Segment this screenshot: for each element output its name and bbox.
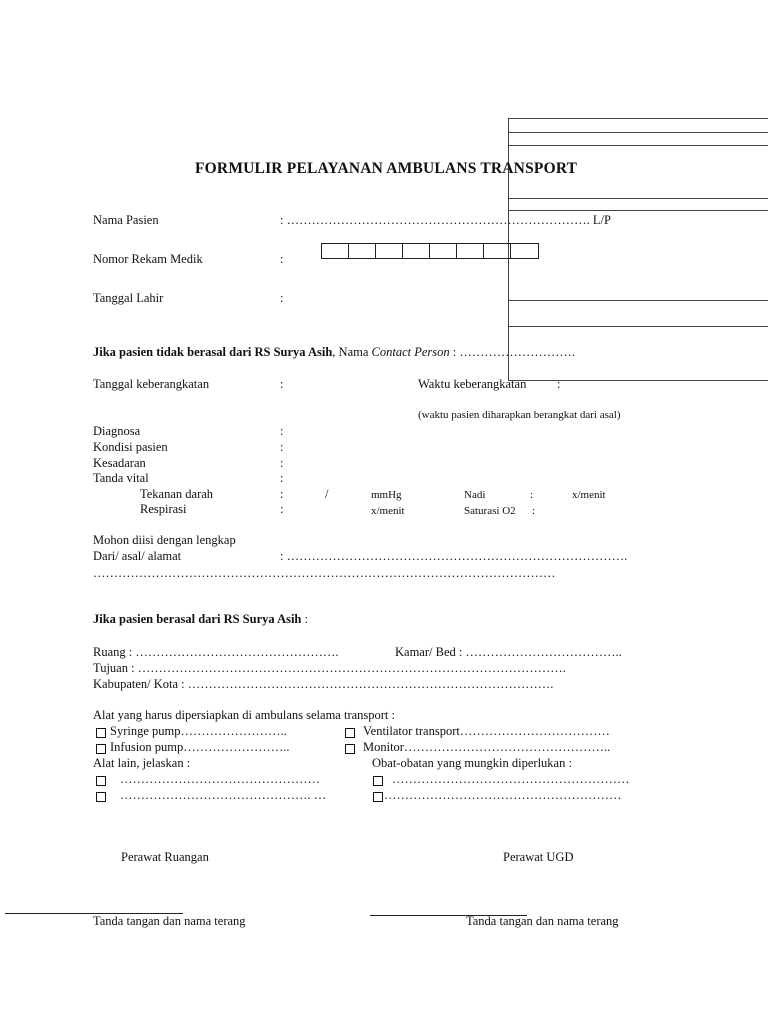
mrn-digit-box[interactable] bbox=[348, 243, 376, 259]
other-equipment-field[interactable]: ………………………………………. … bbox=[120, 788, 327, 802]
ruang-field[interactable]: Ruang : …………………………………………. bbox=[93, 645, 339, 659]
kesadaran-label: Kesadaran bbox=[93, 456, 146, 470]
patient-name-label: Nama Pasien bbox=[93, 213, 159, 227]
external-heading-bold: Jika pasien tidak berasal dari RS Surya Asih bbox=[93, 345, 333, 359]
departure-time-field[interactable]: : bbox=[557, 377, 561, 391]
form-title: FORMULIR PELAYANAN AMBULANS TRANSPORT bbox=[195, 160, 578, 177]
tekanan-field[interactable]: / bbox=[325, 487, 329, 501]
mrn-label: Nomor Rekam Medik bbox=[93, 252, 203, 266]
mrn-digit-box[interactable] bbox=[483, 243, 511, 259]
mrn-digit-box[interactable] bbox=[375, 243, 403, 259]
internal-heading-tail: : bbox=[301, 612, 308, 626]
patient-name-field[interactable]: : ………………………………………………………………. L/P bbox=[280, 213, 611, 227]
monitor-checkbox[interactable] bbox=[345, 744, 355, 754]
kamar-field[interactable]: Kamar/ Bed : ……………………………….. bbox=[395, 645, 622, 659]
left-signer-role: Perawat Ruangan bbox=[121, 850, 209, 864]
nadi-unit: x/menit bbox=[572, 489, 606, 501]
mrn-digit-box[interactable] bbox=[429, 243, 457, 259]
address-field[interactable]: : ………………………………………………………………………. bbox=[280, 549, 628, 563]
kondisi-label: Kondisi pasien bbox=[93, 440, 168, 454]
fill-note: Mohon diisi dengan lengkap bbox=[93, 533, 236, 547]
kondisi-field[interactable]: : bbox=[280, 440, 284, 454]
syringe-checkbox[interactable] bbox=[96, 728, 106, 738]
infusion-label: Infusion pump…………………….. bbox=[110, 740, 290, 754]
address-field-line-2[interactable]: ………………………………………………………………………………………………… bbox=[93, 566, 556, 580]
dob-field[interactable]: : bbox=[280, 291, 284, 305]
kesadaran-field[interactable]: : bbox=[280, 456, 284, 470]
departure-date-field[interactable]: : bbox=[280, 377, 284, 391]
tekanan-colon: : bbox=[280, 487, 284, 501]
dob-label: Tanggal Lahir bbox=[93, 291, 164, 305]
mrn-digit-box[interactable] bbox=[510, 243, 539, 259]
nadi-label: Nadi bbox=[464, 489, 486, 501]
internal-heading-bold: Jika pasien berasal dari RS Surya Asih bbox=[93, 612, 302, 626]
tekanan-label: Tekanan darah bbox=[140, 487, 214, 501]
respirasi-unit: x/menit bbox=[371, 505, 405, 517]
respirasi-field[interactable]: : bbox=[280, 502, 284, 516]
right-signature-caption: Tanda tangan dan nama terang bbox=[466, 914, 619, 928]
internal-heading bbox=[93, 612, 308, 627]
tujuan-field[interactable]: Tujuan : …………………………………………………………………………………………. bbox=[93, 661, 566, 675]
external-heading bbox=[93, 345, 575, 360]
external-heading-sep: , Nama bbox=[332, 345, 372, 359]
medication-checkbox[interactable] bbox=[373, 776, 383, 786]
diagnosa-field[interactable]: : bbox=[280, 424, 284, 438]
infusion-checkbox[interactable] bbox=[96, 744, 106, 754]
nadi-field[interactable]: : bbox=[530, 489, 534, 501]
departure-time-note: (waktu pasien diharapkan berangkat dari asal) bbox=[418, 409, 621, 421]
saturasi-field[interactable]: : bbox=[532, 505, 536, 517]
medication-checkbox[interactable] bbox=[373, 792, 383, 802]
contact-person-field[interactable]: : ………………………. bbox=[449, 345, 576, 359]
saturasi-label: Saturasi O2 bbox=[464, 505, 516, 517]
address-label: Dari/ asal/ alamat bbox=[93, 549, 182, 563]
tekanan-unit: mmHg bbox=[371, 489, 402, 501]
mrn-colon: : bbox=[280, 252, 284, 266]
departure-date-label: Tanggal keberangkatan bbox=[93, 377, 210, 391]
tanda-vital-field[interactable]: : bbox=[280, 471, 284, 485]
medication-field[interactable]: ………………………………………………… bbox=[392, 772, 630, 786]
other-equipment-field[interactable]: ………………………………………… bbox=[120, 772, 320, 786]
contact-person-label: Contact Person bbox=[371, 345, 450, 359]
mrn-digit-box[interactable] bbox=[321, 243, 349, 259]
diagnosa-label: Diagnosa bbox=[93, 424, 141, 438]
mrn-digit-box[interactable] bbox=[456, 243, 484, 259]
kabupaten-field[interactable]: Kabupaten/ Kota : ……………………………………………………………………………. bbox=[93, 677, 554, 691]
left-signature-caption: Tanda tangan dan nama terang bbox=[93, 914, 246, 928]
equipment-heading: Alat yang harus dipersiapkan di ambulans selama transport : bbox=[93, 708, 396, 722]
right-signer-role: Perawat UGD bbox=[503, 850, 574, 864]
mrn-digit-box[interactable] bbox=[402, 243, 430, 259]
monitor-label: Monitor………………………………………….. bbox=[363, 740, 611, 754]
departure-time-label: Waktu keberangkatan bbox=[418, 377, 527, 391]
other-equipment-checkbox[interactable] bbox=[96, 792, 106, 802]
medications-label: Obat-obatan yang mungkin diperlukan : bbox=[372, 756, 572, 770]
ventilator-checkbox[interactable] bbox=[345, 728, 355, 738]
other-equipment-checkbox[interactable] bbox=[96, 776, 106, 786]
ventilator-label: Ventilator transport……………………………… bbox=[363, 724, 610, 738]
respirasi-label: Respirasi bbox=[140, 502, 187, 516]
medication-field[interactable]: ………………………………………………… bbox=[384, 788, 622, 802]
tanda-vital-label: Tanda vital bbox=[93, 471, 149, 485]
other-equipment-label: Alat lain, jelaskan : bbox=[93, 756, 191, 770]
syringe-label: Syringe pump…………………….. bbox=[110, 724, 287, 738]
